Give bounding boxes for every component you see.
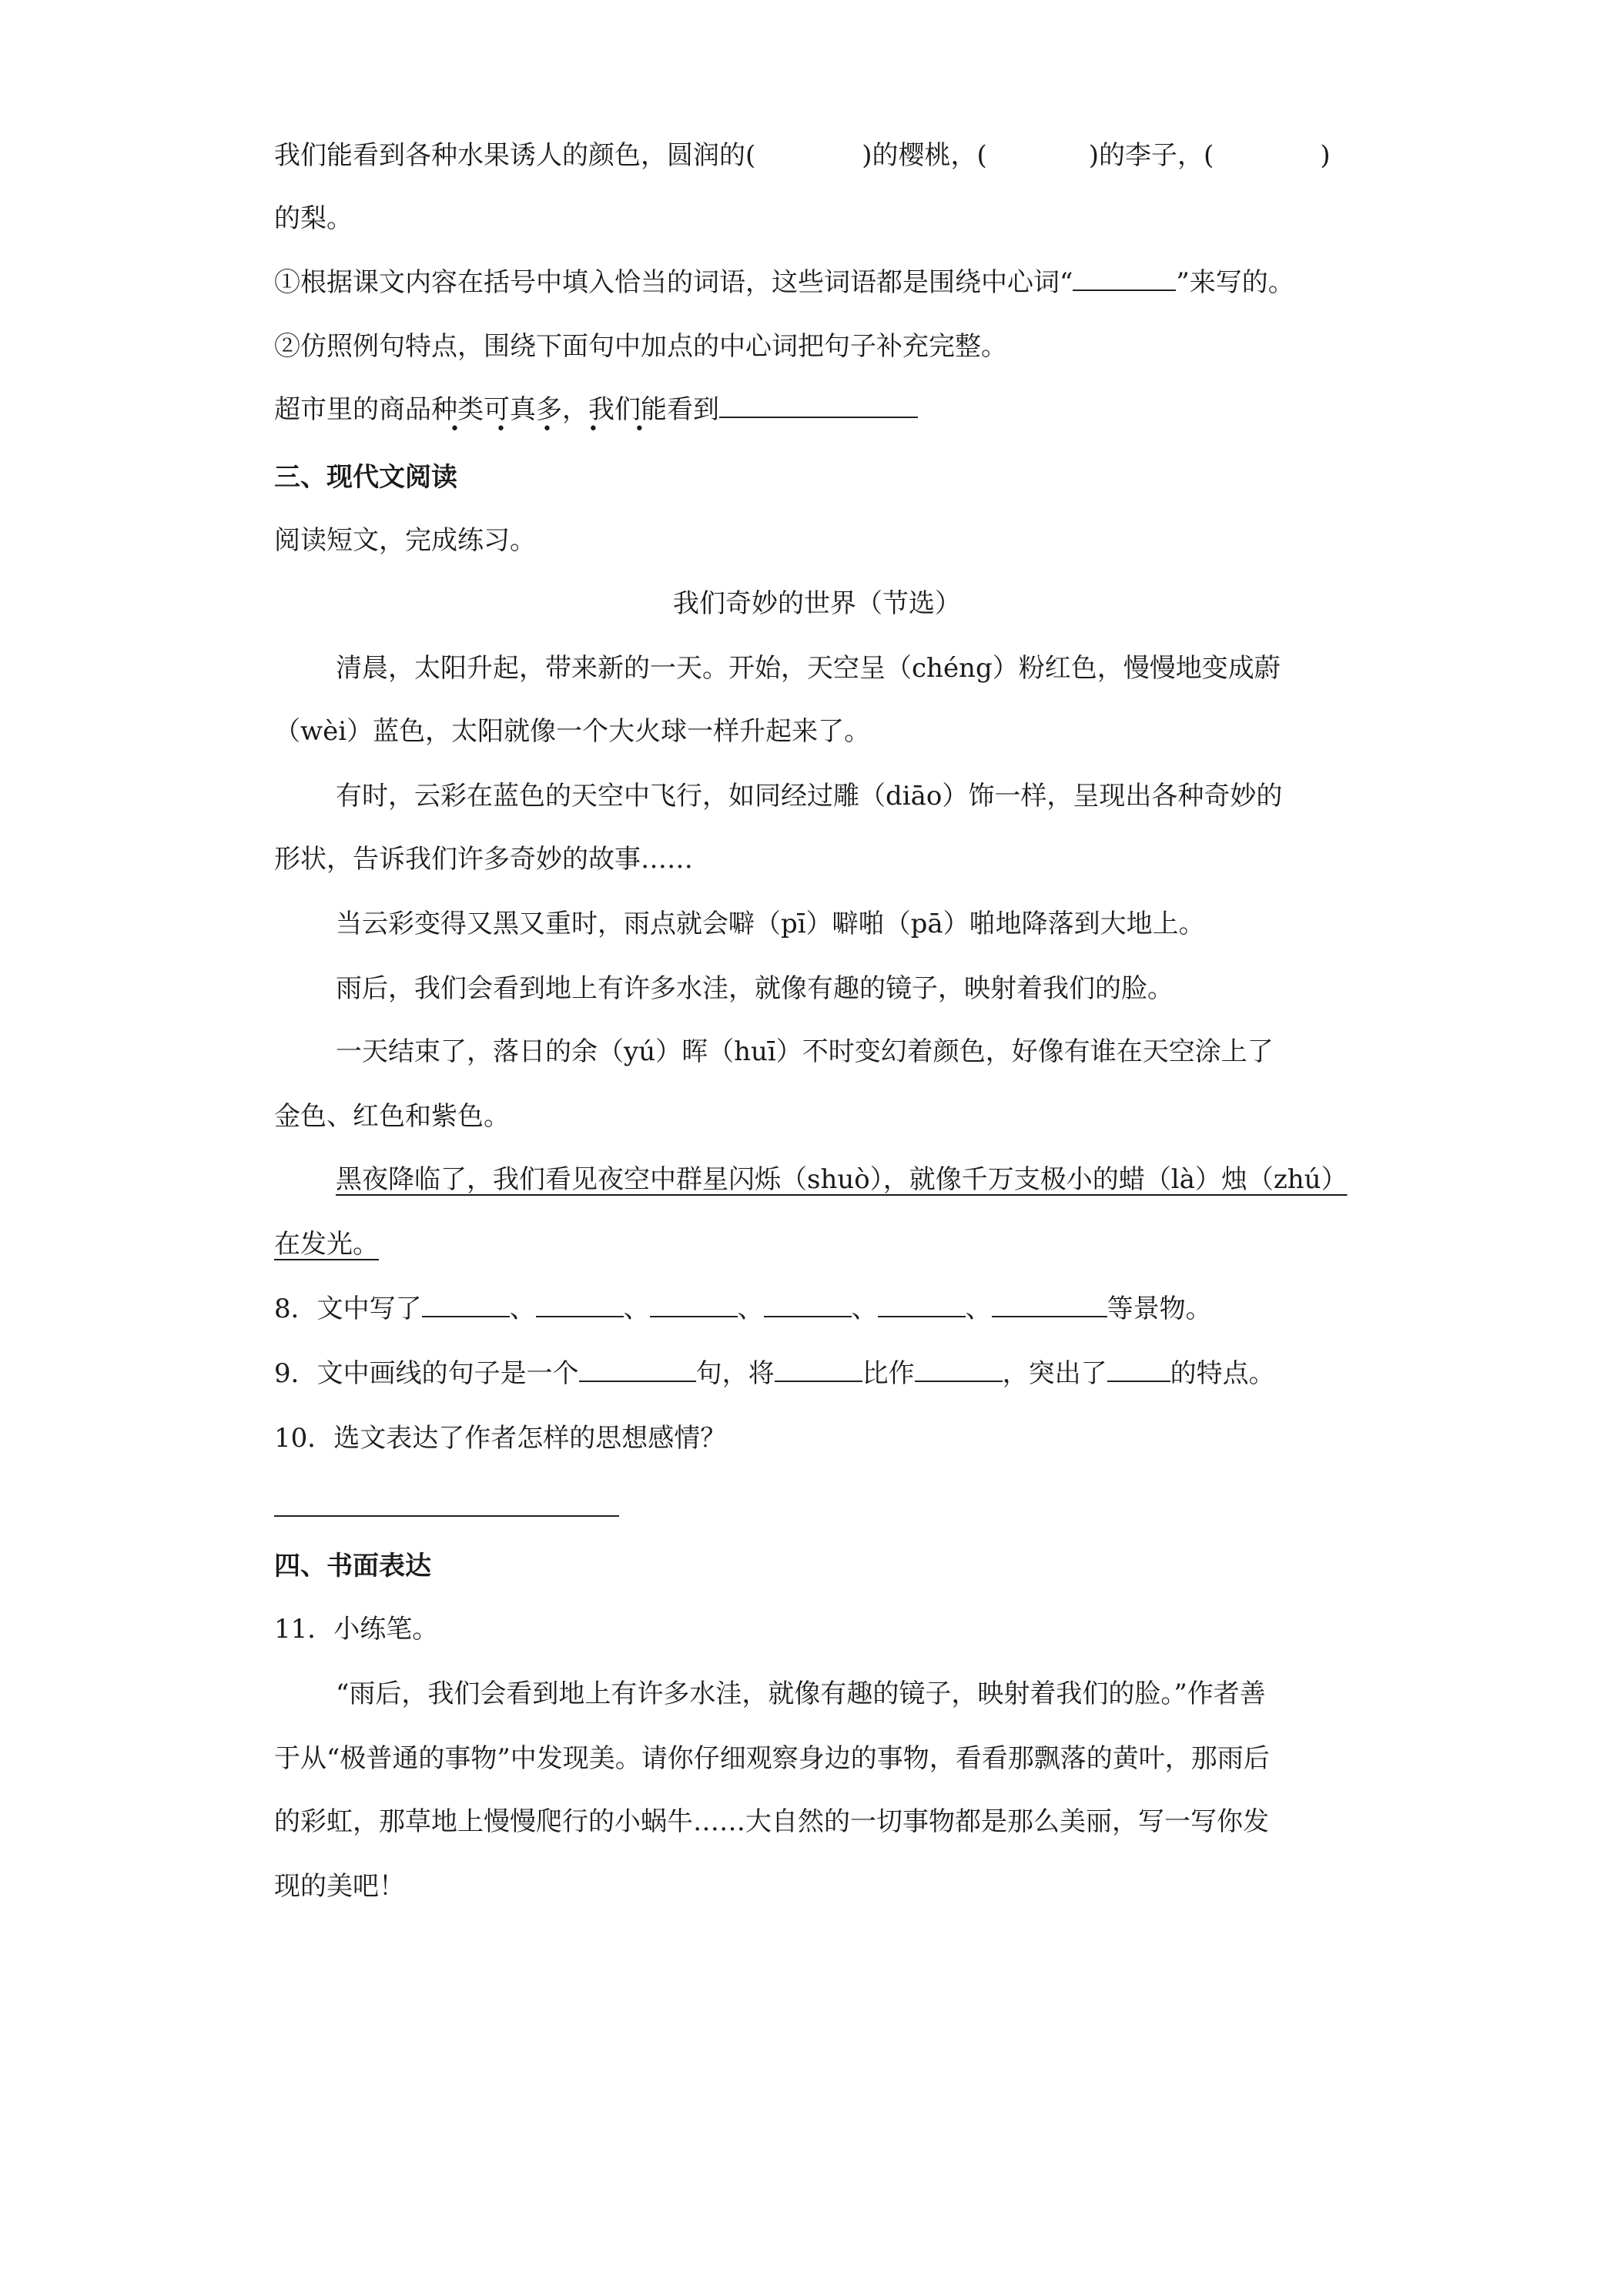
answer-blank[interactable] bbox=[992, 1293, 1107, 1317]
text: 、 bbox=[509, 1294, 536, 1324]
answer-blank[interactable] bbox=[719, 393, 918, 418]
text: 比作 bbox=[862, 1358, 915, 1389]
text: ) bbox=[1320, 140, 1331, 171]
question-2-line: ②仿照例句特点，围绕下面句中加点的中心词把句子补充完整。 bbox=[274, 331, 1007, 362]
fruit-sentence-line bbox=[274, 139, 1331, 172]
text: 我们能看到各种水果诱人的颜色，圆润的( bbox=[274, 140, 756, 171]
answer-blank[interactable] bbox=[1107, 1357, 1170, 1382]
text: ①根据课文内容在括号中填入恰当的词语，这些词语都是围绕中心词“ bbox=[274, 267, 1073, 298]
passage-p2-line2: 形状，告诉我们许多奇妙的故事…… bbox=[274, 844, 693, 875]
underlined-sentence-line2: 在发光。 bbox=[274, 1229, 379, 1260]
writing-prompt-line4: 现的美吧！ bbox=[274, 1871, 405, 1902]
text: 超市里的商品种类可真多，我们能看到 bbox=[274, 394, 719, 425]
emphasis-dots: • • • • • bbox=[450, 420, 660, 439]
answer-blank[interactable] bbox=[1073, 266, 1176, 291]
text: )的李子，( bbox=[1088, 140, 1214, 171]
text: 9．文中画线的句子是一个 bbox=[274, 1358, 579, 1389]
answer-line[interactable] bbox=[274, 1514, 619, 1517]
fruit-sentence-end: 的梨。 bbox=[274, 203, 353, 234]
text: 8．文中写了 bbox=[274, 1294, 422, 1324]
writing-prompt-line3: 的彩虹，那草地上慢慢爬行的小蜗牛……大自然的一切事物都是那么美丽，写一写你发 bbox=[274, 1806, 1269, 1837]
question-10: 10．选文表达了作者怎样的思想感情？ bbox=[274, 1423, 727, 1454]
text: 、 bbox=[737, 1294, 764, 1324]
passage-p3: 当云彩变得又黑又重时，雨点就会噼（pī）噼啪（pā）啪地降落到大地上。 bbox=[336, 909, 1205, 939]
answer-blank[interactable] bbox=[915, 1357, 1003, 1382]
text: ，突出了 bbox=[1002, 1358, 1107, 1389]
text: 、 bbox=[965, 1294, 992, 1324]
question-1-line bbox=[274, 266, 1294, 300]
answer-blank[interactable] bbox=[422, 1293, 510, 1317]
answer-blank[interactable] bbox=[536, 1293, 624, 1317]
passage-p5-line1: 一天结束了，落日的余（yú）晖（huī）不时变幻着颜色，好像有谁在天空涂上了 bbox=[336, 1036, 1274, 1067]
answer-blank[interactable] bbox=[579, 1357, 696, 1382]
text: ”来写的。 bbox=[1176, 267, 1294, 298]
text: 、 bbox=[851, 1294, 878, 1324]
reading-intro: 阅读短文，完成练习。 bbox=[274, 525, 536, 556]
question-8 bbox=[274, 1292, 1212, 1326]
question-11: 11．小练笔。 bbox=[274, 1614, 439, 1645]
passage-p1-line1: 清晨，太阳升起，带来新的一天。开始，天空呈（chéng）粉红色，慢慢地变成蔚 bbox=[336, 653, 1281, 684]
passage-title: 我们奇妙的世界（节选） bbox=[673, 588, 961, 619]
section-4-heading: 四、书面表达 bbox=[274, 1551, 431, 1581]
text: 句，将 bbox=[695, 1358, 775, 1389]
answer-blank[interactable] bbox=[775, 1357, 862, 1382]
section-3-heading: 三、现代文阅读 bbox=[274, 462, 457, 493]
text: 的特点。 bbox=[1170, 1358, 1275, 1389]
text: )的樱桃，( bbox=[862, 140, 987, 171]
answer-blank[interactable] bbox=[764, 1293, 852, 1317]
question-9 bbox=[274, 1357, 1275, 1391]
answer-blank[interactable] bbox=[650, 1293, 738, 1317]
passage-p5-line2: 金色、红色和紫色。 bbox=[274, 1101, 510, 1132]
writing-prompt-line2: 于从“极普通的事物”中发现美。请你仔细观察身边的事物，看看那飘落的黄叶，那雨后 bbox=[274, 1743, 1270, 1774]
writing-prompt-line1: “雨后，我们会看到地上有许多水洼，就像有趣的镜子，映射着我们的脸。”作者善 bbox=[336, 1678, 1266, 1709]
text: 、 bbox=[623, 1294, 650, 1324]
underlined-sentence-line1: 黑夜降临了，我们看见夜空中群星闪烁（shuò），就像千万支极小的蜡（là）烛（zhú） bbox=[336, 1164, 1348, 1195]
text: 等景物。 bbox=[1107, 1294, 1212, 1324]
passage-p4: 雨后，我们会看到地上有许多水洼，就像有趣的镜子，映射着我们的脸。 bbox=[336, 973, 1174, 1004]
passage-p2-line1: 有时，云彩在蓝色的天空中飞行，如同经过雕（diāo）饰一样，呈现出各种奇妙的 bbox=[336, 781, 1283, 812]
answer-blank[interactable] bbox=[878, 1293, 966, 1317]
passage-p1-line2: （wèi）蓝色，太阳就像一个大火球一样升起来了。 bbox=[274, 716, 871, 747]
